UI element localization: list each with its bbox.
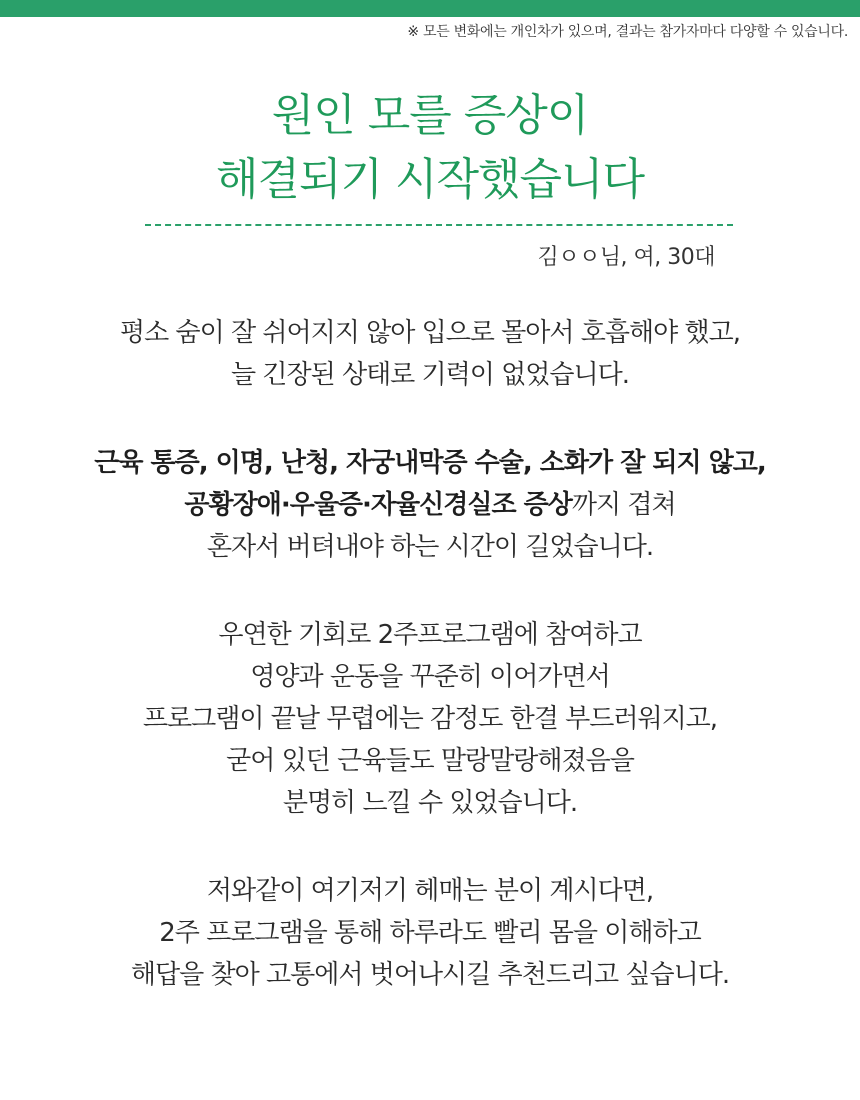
- paragraph-gap: [0, 396, 860, 442]
- testimonial-headline: [0, 84, 860, 212]
- paragraph-1-line-1: 평소 숨이 잘 쉬어지지 않아 입으로 몰아서 호흡해야 했고,: [119, 318, 741, 348]
- paragraph-2-line-1: 근육 통증, 이명, 난청, 자궁내막증 수술, 소화가 잘 되지 않고,: [94, 448, 766, 478]
- paragraph-2-line-2-bold: 공황장애·우울증·자율신경실조 증상: [184, 490, 572, 520]
- paragraph-4-line-1: 저와같이 여기저기 헤매는 분이 계시다면,: [206, 876, 654, 906]
- paragraph-3-line-1: 우연한 기회로 2주프로그램에 참여하고: [218, 620, 642, 650]
- paragraph-4-line-3: 해답을 찾아 고통에서 벗어나시길 추천드리고 싶습니다.: [130, 960, 730, 990]
- paragraph-1-line-2: 늘 긴장된 상태로 기력이 없었습니다.: [230, 360, 630, 390]
- paragraph-3-line-5: 분명히 느낄 수 있었습니다.: [282, 788, 578, 818]
- dashed-divider: [145, 224, 733, 226]
- paragraph-2-line-2: [0, 484, 860, 526]
- paragraph-2-line-2-rest: 까지 겹쳐: [571, 490, 676, 520]
- paragraph-4-line-2: 2주 프로그램을 통해 하루라도 빨리 몸을 이해하고: [159, 918, 701, 948]
- top-accent-bar: [0, 0, 860, 17]
- paragraph-gap: [0, 568, 860, 614]
- testimonial-author: 김ㅇㅇ님, 여, 30대: [537, 245, 715, 270]
- paragraph-4: [0, 870, 860, 996]
- headline-line-1: 원인 모를 증상이: [271, 90, 589, 141]
- paragraph-3-line-2: 영양과 운동을 꾸준히 이어가면서: [250, 662, 610, 692]
- headline-line-2: 해결되기 시작했습니다: [215, 154, 645, 205]
- paragraph-2-line-3: 혼자서 버텨내야 하는 시간이 길었습니다.: [206, 532, 654, 562]
- paragraph-3-line-3: 프로그램이 끝날 무렵에는 감정도 한결 부드러워지고,: [142, 704, 718, 734]
- paragraph-3: [0, 614, 860, 824]
- testimonial-body: [0, 312, 860, 996]
- disclaimer-note: ※ 모든 변화에는 개인차가 있으며, 결과는 참가자마다 다양할 수 있습니다.: [407, 24, 848, 40]
- paragraph-2: [0, 442, 860, 568]
- paragraph-3-line-4: 굳어 있던 근육들도 말랑말랑해졌음을: [226, 746, 634, 776]
- paragraph-1: [0, 312, 860, 396]
- paragraph-gap: [0, 824, 860, 870]
